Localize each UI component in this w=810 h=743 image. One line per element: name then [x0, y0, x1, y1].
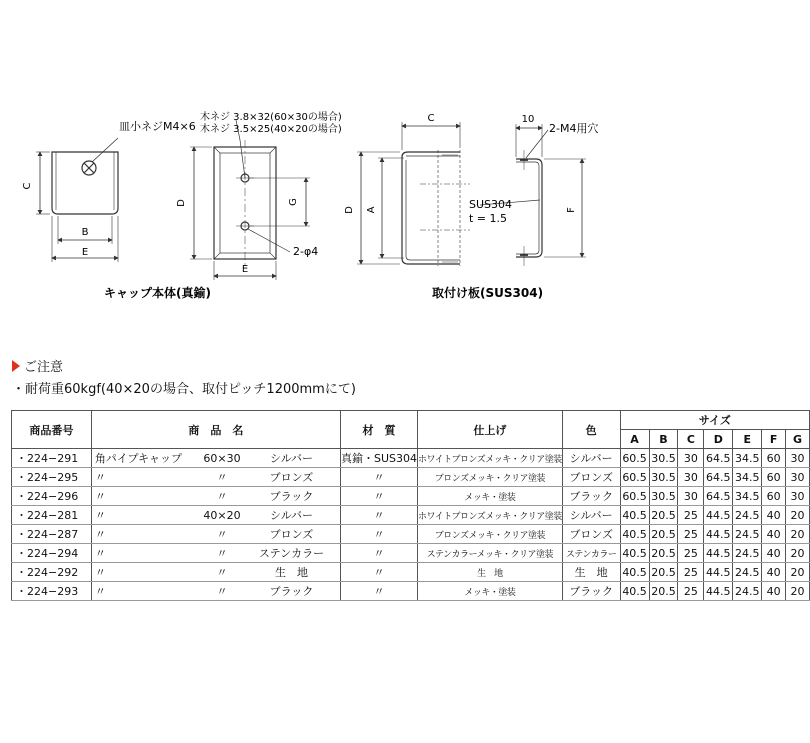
size-b-cell: 30.5 — [649, 449, 678, 468]
product-variant-cell: ステンカラー — [243, 544, 341, 563]
product-name-cell: 〃 — [91, 525, 201, 544]
material-cell: 真鍮・SUS304 — [340, 449, 417, 468]
product-name-cell: 〃 — [91, 563, 201, 582]
finish-cell: ブロンズメッキ・クリア塗装 — [418, 468, 563, 487]
color-cell: シルバー — [562, 449, 620, 468]
table-row — [12, 468, 810, 487]
material-cell: 〃 — [340, 544, 417, 563]
cap-body-caption: キャップ本体(真鍮) — [104, 286, 211, 300]
color-cell: ブロンズ — [562, 525, 620, 544]
product-size-cell: 〃 — [201, 468, 243, 487]
spec-table — [11, 410, 810, 601]
size-g-cell: 30 — [786, 449, 810, 468]
plate-assembly-view — [357, 122, 470, 266]
size-a-cell: 40.5 — [620, 544, 649, 563]
material-cell: 〃 — [340, 563, 417, 582]
header-size-f: F — [762, 430, 786, 449]
size-a-cell: 40.5 — [620, 506, 649, 525]
wood-screw-label-1: 木ネジ 3.8×32(60×30の場合) — [200, 112, 342, 123]
material-cell: 〃 — [340, 525, 417, 544]
product-name-cell: 角パイプキャップ — [91, 449, 201, 468]
product-size-cell: 〃 — [201, 525, 243, 544]
size-c-cell: 25 — [678, 563, 704, 582]
size-a-cell: 60.5 — [620, 449, 649, 468]
product-code-cell: ・224−294 — [12, 544, 92, 563]
size-d-cell: 44.5 — [704, 563, 733, 582]
table-row — [12, 525, 810, 544]
product-code-cell: ・224−296 — [12, 487, 92, 506]
size-c-cell: 25 — [678, 544, 704, 563]
size-b-cell: 20.5 — [649, 582, 678, 601]
product-code-cell: ・224−281 — [12, 506, 92, 525]
dim-g-label: G — [288, 198, 299, 206]
material-cell: 〃 — [340, 506, 417, 525]
hole-2phi4-label: 2-φ4 — [293, 245, 319, 258]
product-variant-cell: ブロンズ — [243, 525, 341, 544]
product-name-cell: 〃 — [91, 506, 201, 525]
size-g-cell: 20 — [786, 544, 810, 563]
size-f-cell: 40 — [762, 506, 786, 525]
table-row — [12, 487, 810, 506]
finish-cell: メッキ・塗装 — [418, 582, 563, 601]
size-e-cell: 34.5 — [733, 487, 762, 506]
size-f-cell: 60 — [762, 487, 786, 506]
product-name-cell: 〃 — [91, 487, 201, 506]
size-e-cell: 24.5 — [733, 563, 762, 582]
finish-cell: ステンカラーメッキ・クリア塗装 — [418, 544, 563, 563]
size-e-cell: 34.5 — [733, 468, 762, 487]
product-variant-cell: ブラック — [243, 487, 341, 506]
dim-e-label-1: E — [81, 247, 89, 258]
triangle-bullet-icon — [12, 360, 20, 372]
size-d-cell: 64.5 — [704, 468, 733, 487]
wood-screw-label-2: 木ネジ 3.5×25(40×20の場合) — [200, 124, 342, 135]
size-b-cell: 20.5 — [649, 506, 678, 525]
product-variant-cell: ブラック — [243, 582, 341, 601]
dim-a-label: A — [366, 206, 377, 214]
technical-drawings — [0, 0, 810, 320]
product-size-cell: 60×30 — [201, 449, 243, 468]
size-c-cell: 30 — [678, 468, 704, 487]
size-e-cell: 24.5 — [733, 506, 762, 525]
size-e-cell: 34.5 — [733, 449, 762, 468]
spec-table-body — [12, 449, 810, 601]
size-a-cell: 40.5 — [620, 525, 649, 544]
dim-f-label: F — [566, 207, 577, 213]
size-g-cell: 20 — [786, 525, 810, 544]
dim-e-label-2: E — [241, 264, 249, 275]
header-finish: 仕上げ — [418, 411, 563, 449]
header-material: 材 質 — [340, 411, 417, 449]
table-row — [12, 449, 810, 468]
size-d-cell: 44.5 — [704, 544, 733, 563]
product-name-cell: 〃 — [91, 468, 201, 487]
product-code-cell: ・224−295 — [12, 468, 92, 487]
header-color: 色 — [562, 411, 620, 449]
screw-m4-label: 皿小ネジM4×6 — [119, 120, 196, 133]
size-f-cell: 60 — [762, 468, 786, 487]
notes-heading-text: ご注意 — [24, 360, 64, 375]
size-a-cell: 40.5 — [620, 563, 649, 582]
size-f-cell: 40 — [762, 563, 786, 582]
color-cell: 生 地 — [562, 563, 620, 582]
size-c-cell: 25 — [678, 582, 704, 601]
finish-cell: ホワイトブロンズメッキ・クリア塗装 — [418, 449, 563, 468]
color-cell: ブラック — [562, 582, 620, 601]
size-f-cell: 40 — [762, 582, 786, 601]
header-code: 商品番号 — [12, 411, 92, 449]
size-f-cell: 40 — [762, 525, 786, 544]
dim-d-label-2: D — [344, 206, 355, 214]
color-cell: シルバー — [562, 506, 620, 525]
size-d-cell: 64.5 — [704, 487, 733, 506]
material-cell: 〃 — [340, 487, 417, 506]
product-code-cell: ・224−293 — [12, 582, 92, 601]
dim-b-label-1: B — [81, 227, 89, 238]
product-size-cell: 40×20 — [201, 506, 243, 525]
size-c-cell: 30 — [678, 487, 704, 506]
size-g-cell: 20 — [786, 506, 810, 525]
header-size-a: A — [620, 430, 649, 449]
product-code-cell: ・224−291 — [12, 449, 92, 468]
header-size-c: C — [678, 430, 704, 449]
color-cell: ステンカラー — [562, 544, 620, 563]
header-size-b: B — [649, 430, 678, 449]
product-variant-cell: シルバー — [243, 449, 341, 468]
size-d-cell: 44.5 — [704, 525, 733, 544]
size-g-cell: 30 — [786, 468, 810, 487]
dim-d-label-1: D — [176, 199, 187, 207]
material-cell: 〃 — [340, 582, 417, 601]
product-code-cell: ・224−287 — [12, 525, 92, 544]
size-b-cell: 30.5 — [649, 487, 678, 506]
header-name: 商 品 名 — [91, 411, 340, 449]
color-cell: ブラック — [562, 487, 620, 506]
size-c-cell: 30 — [678, 449, 704, 468]
size-f-cell: 60 — [762, 449, 786, 468]
product-name-cell: 〃 — [91, 582, 201, 601]
size-b-cell: 20.5 — [649, 525, 678, 544]
hole-m4-label: 2-M4用穴 — [549, 122, 599, 135]
product-code-cell: ・224−292 — [12, 563, 92, 582]
size-g-cell: 30 — [786, 487, 810, 506]
size-c-cell: 25 — [678, 506, 704, 525]
size-b-cell: 20.5 — [649, 544, 678, 563]
finish-cell: ホワイトブロンズメッキ・クリア塗装 — [418, 506, 563, 525]
table-row — [12, 563, 810, 582]
size-g-cell: 20 — [786, 563, 810, 582]
size-g-cell: 20 — [786, 582, 810, 601]
material-cell: 〃 — [340, 468, 417, 487]
header-size-d: D — [704, 430, 733, 449]
finish-cell: メッキ・塗装 — [418, 487, 563, 506]
product-size-cell: 〃 — [201, 563, 243, 582]
dim-10-label: 10 — [521, 114, 535, 125]
dim-c-label-2: C — [427, 113, 435, 124]
plate-caption: 取付け板(SUS304) — [432, 286, 544, 300]
size-d-cell: 44.5 — [704, 506, 733, 525]
product-variant-cell: ブロンズ — [243, 468, 341, 487]
size-e-cell: 24.5 — [733, 525, 762, 544]
product-variant-cell: 生 地 — [243, 563, 341, 582]
size-a-cell: 60.5 — [620, 487, 649, 506]
dim-c-label-1: C — [22, 182, 33, 190]
size-b-cell: 30.5 — [649, 468, 678, 487]
cap-side-view — [36, 138, 118, 262]
product-size-cell: 〃 — [201, 487, 243, 506]
table-row — [12, 544, 810, 563]
header-size: サイズ — [620, 411, 809, 430]
size-a-cell: 40.5 — [620, 582, 649, 601]
product-size-cell: 〃 — [201, 544, 243, 563]
notes-heading — [12, 356, 63, 375]
header-size-e: E — [733, 430, 762, 449]
size-c-cell: 25 — [678, 525, 704, 544]
product-variant-cell: シルバー — [243, 506, 341, 525]
product-size-cell: 〃 — [201, 582, 243, 601]
size-d-cell: 64.5 — [704, 449, 733, 468]
size-a-cell: 60.5 — [620, 468, 649, 487]
sus304-label: SUS304 — [469, 198, 513, 211]
color-cell: ブロンズ — [562, 468, 620, 487]
notes-load-capacity: ・耐荷重60kgf(40×20の場合、取付ピッチ1200mmにて) — [12, 382, 356, 397]
thickness-label: t = 1.5 — [469, 212, 508, 225]
size-d-cell: 44.5 — [704, 582, 733, 601]
size-e-cell: 24.5 — [733, 582, 762, 601]
finish-cell: ブロンズメッキ・クリア塗装 — [418, 525, 563, 544]
finish-cell: 生 地 — [418, 563, 563, 582]
header-size-g: G — [786, 430, 810, 449]
size-e-cell: 24.5 — [733, 544, 762, 563]
size-f-cell: 40 — [762, 544, 786, 563]
table-row — [12, 582, 810, 601]
mounting-plate-view — [480, 124, 586, 266]
table-row — [12, 506, 810, 525]
product-name-cell: 〃 — [91, 544, 201, 563]
size-b-cell: 20.5 — [649, 563, 678, 582]
